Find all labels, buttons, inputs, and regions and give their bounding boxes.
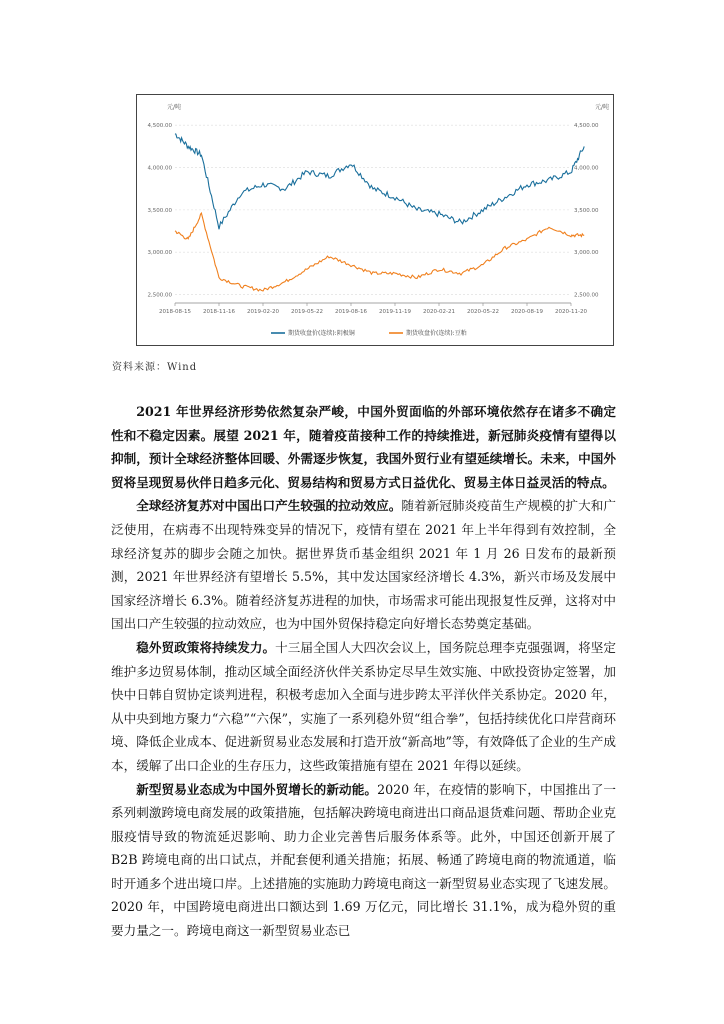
y-tick-right: 2,500.00 xyxy=(574,292,599,299)
series-line-1 xyxy=(175,134,584,230)
y-tick-left: 4,000.00 xyxy=(147,165,172,172)
line-chart xyxy=(137,95,613,345)
y-tick-left: 3,000.00 xyxy=(147,250,172,257)
y-tick-right: 3,500.00 xyxy=(574,207,599,214)
article-body xyxy=(111,400,616,943)
price-chart xyxy=(136,94,614,346)
paragraph-4 xyxy=(111,778,616,943)
paragraph-4-lead: 新型贸易业态成为中国外贸增长的新动能。 xyxy=(136,781,378,797)
y-tick-left: 3,500.00 xyxy=(147,207,172,214)
x-tick-label: 2018-08-15 xyxy=(159,309,191,315)
y-tick-left: 2,500.00 xyxy=(147,292,172,299)
paragraph-3-text: 十三届全国人大四次会议上，国务院总理李克强强调，将坚定维护多边贸易体制，推动区域全面经济伙伴关系协定尽早生效实施、中欧投资协定签署，加快中日韩自贸协定谈判进程，积极考虑加入全面与进步跨太平洋伙伴关系协定。2020 年，从中央到地方聚力“六稳”“六保”，实施了一系列稳外贸“组合拳”，包括持续优化口岸营商环境、降低企业成本、促进新贸易业态发展和打造开放“新高地”等，有效降低了企业的生产成本，缓解了出口企业的生存压力，这些政策措施有望在 2021 年得以延续。 xyxy=(111,639,617,773)
paragraph-4-text: 2020 年，在疫情的影响下，中国推出了一系列刺激跨境电商发展的政策措施，包括解决跨境电商进出口商品退货难问题、帮助企业克服疫情导致的物流延迟影响、助力企业完善售后服务体系等。此外，中国还创新开展了 B2B 跨境电商的出口试点，并配套便利通关措施；拓展、畅通了跨境电商的物流通道，临时开通多个进出境口岸。上述措施的实施助力跨境电商这一新型贸易业态实现了飞速发展。2020 年，中国跨境电商进出口额达到 1.69 万亿元，同比增长 31.1%，成为稳外贸的重要力量之一。跨境电商这一新型贸易业态已 xyxy=(111,781,617,939)
left-unit-label: 元/吨 xyxy=(167,104,182,111)
paragraph-1 xyxy=(111,400,616,494)
x-tick-label: 2019-05-22 xyxy=(291,309,323,315)
x-tick-label: 2018-11-16 xyxy=(203,309,235,315)
y-tick-right: 4,500.00 xyxy=(574,123,599,130)
x-tick-label: 2020-08-19 xyxy=(511,309,543,315)
paragraph-3 xyxy=(111,636,616,778)
x-tick-label: 2019-08-16 xyxy=(335,309,367,315)
legend-label-1: 期货收盘价(连续):阴极铜 xyxy=(288,330,355,337)
paragraph-2-text: 随着新冠肺炎疫苗生产规模的扩大和广泛使用，在病毒不出现特殊变异的情况下，疫情有望在 2021 年上半年得到有效控制，全球经济复苏的脚步会随之加快。据世界货币基金组织 2021 年 1 月 26 日发布的最新预测，2021 年世界经济有望增长 5.5%，其中发达国家经济增长 4.3%，新兴市场及发展中国家经济增长 6.3%。随着经济复苏进程的加快，市场需求可能出现报复性反弹，这将对中国出口产生较强的拉动效应，也为中国外贸保持稳定向好增长态势奠定基础。 xyxy=(111,498,617,632)
y-tick-right: 3,000.00 xyxy=(574,250,599,257)
source-note: 资料来源：Wind xyxy=(112,362,198,373)
x-tick-label: 2020-05-22 xyxy=(467,309,499,315)
y-tick-right: 4,000.00 xyxy=(574,165,599,172)
right-unit-label: 元/吨 xyxy=(595,104,610,111)
y-tick-left: 4,500.00 xyxy=(147,123,172,130)
x-tick-label: 2020-11-20 xyxy=(555,309,587,315)
paragraph-3-lead: 稳外贸政策将持续发力。 xyxy=(136,639,276,655)
paragraph-1-bold: 2021 年世界经济形势依然复杂严峻，中国外贸面临的外部环境依然存在诸多不确定性和不稳定因素。展望 2021 年，随着疫苗接种工作的持续推进，新冠肺炎疫情有望得以抑制，预计全球经济整体回暖、外需逐步恢复，我国外贸行业有望延续增长。未来，中国外贸将呈现贸易伙伴日趋多元化、贸易结构和贸易方式日益优化、贸易主体日益灵活的特点。 xyxy=(111,404,616,490)
x-tick-label: 2019-11-19 xyxy=(379,309,411,315)
paragraph-2-lead: 全球经济复苏对中国出口产生较强的拉动效应。 xyxy=(136,498,402,514)
x-tick-label: 2020-02-21 xyxy=(423,309,455,315)
legend-label-2: 期货收盘价(连续):豆粕 xyxy=(406,330,467,337)
paragraph-2 xyxy=(111,494,616,636)
x-tick-label: 2019-02-20 xyxy=(247,309,279,315)
